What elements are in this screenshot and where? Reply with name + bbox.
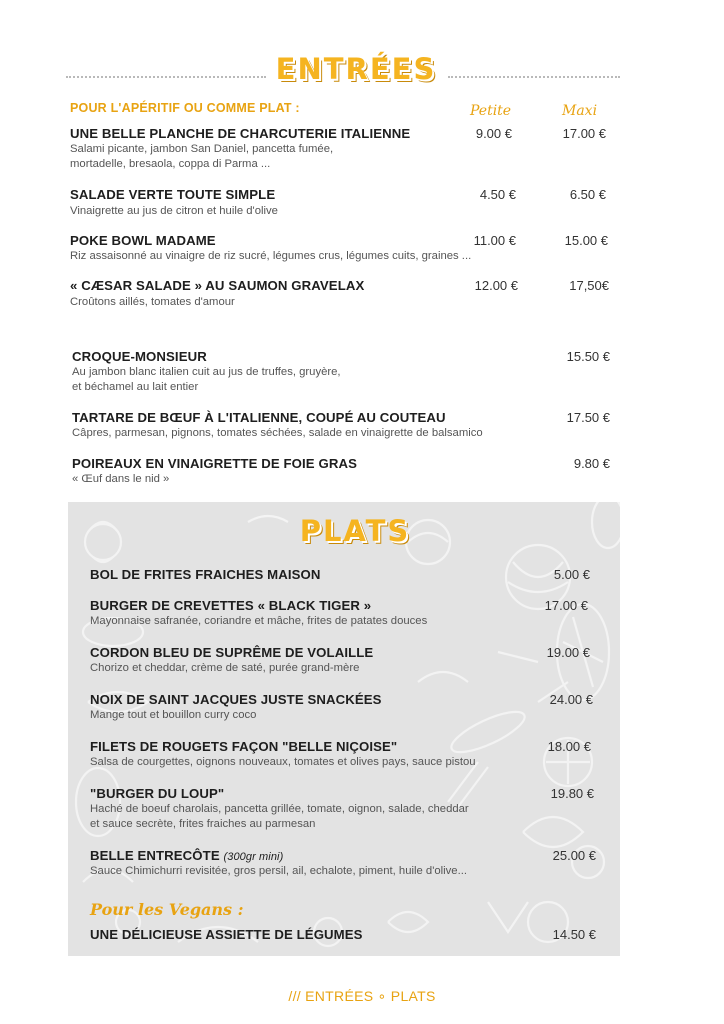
dish-name: UNE DÉLICIEUSE ASSIETTE DE LÉGUMES xyxy=(90,927,363,942)
dish-name-note: (300gr mini) xyxy=(223,851,284,863)
dish-description: Vinaigrette au jus de citron et huile d'olive xyxy=(70,205,278,217)
dish-name: POIREAUX EN VINAIGRETTE DE FOIE GRAS xyxy=(72,456,357,471)
price-petite: 12.00 € xyxy=(474,278,518,293)
price: 18.00 € xyxy=(547,739,591,754)
price-petite: 9.00 € xyxy=(475,126,512,141)
price: 17.00 € xyxy=(544,598,588,613)
dish-name: NOIX DE SAINT JACQUES JUSTE SNACKÉES xyxy=(90,692,382,707)
dish-description: Mange tout et bouillon curry coco xyxy=(90,709,257,721)
dish-name: « CÆSAR SALADE » AU SAUMON GRAVELAX xyxy=(70,278,365,293)
dish-description: et sauce secrète, frites fraiches au parmesan xyxy=(90,818,316,830)
dish-name: CROQUE-MONSIEUR xyxy=(72,349,207,364)
dish-description: mortadelle, bresaola, coppa di Parma ... xyxy=(70,158,271,170)
price: 24.00 € xyxy=(549,692,593,707)
dish-description: et béchamel au lait entier xyxy=(72,381,199,393)
price: 15.50 € xyxy=(566,349,610,364)
dish-description: Salami picante, jambon San Daniel, pancetta fumée, xyxy=(70,143,334,155)
dish-description: Haché de boeuf charolais, pancetta grillée, tomate, oignon, salade, cheddar xyxy=(90,803,469,815)
price-maxi: 17,50€ xyxy=(569,278,609,293)
entrees-title-row xyxy=(0,52,724,96)
footer-section-nav: /// ENTRÉES ∘ PLATS xyxy=(288,988,436,1004)
dish-name: BURGER DE CREVETTES « BLACK TIGER » xyxy=(90,598,372,613)
price-petite: 4.50 € xyxy=(479,187,516,202)
price: 25.00 € xyxy=(552,848,596,863)
column-petite-label: Petite xyxy=(470,103,512,119)
dish-name: TARTARE DE BŒUF À L'ITALIENNE, COUPÉ AU COUTEAU xyxy=(72,410,446,425)
dish-name: SALADE VERTE TOUTE SIMPLE xyxy=(70,187,276,202)
dish-name: FILETS DE ROUGETS FAÇON "BELLE NIÇOISE" xyxy=(90,739,398,754)
dish-name xyxy=(90,848,283,863)
entrees-subtitle: POUR L'APÉRITIF OU COMME PLAT : xyxy=(70,101,300,115)
dish-description: Salsa de courgettes, oignons nouveaux, tomates et olives pays, sauce pistou xyxy=(90,756,476,768)
price-petite: 11.00 € xyxy=(473,233,516,248)
price: 19.80 € xyxy=(550,786,594,801)
dish-name: POKE BOWL MADAME xyxy=(70,233,216,248)
dish-name-text: BELLE ENTRECÔTE xyxy=(90,848,220,863)
dish-description: Chorizo et cheddar, crème de saté, purée grand-mère xyxy=(90,662,360,674)
price-maxi: 15.00 € xyxy=(564,233,608,248)
entrees-title: ENTRÉES xyxy=(275,52,437,86)
price: 14.50 € xyxy=(552,927,596,942)
price: 9.80 € xyxy=(573,456,610,471)
price-maxi: 17.00 € xyxy=(562,126,606,141)
dish-name: "BURGER DU LOUP" xyxy=(90,786,225,801)
plats-title: PLATS xyxy=(299,514,411,548)
title-divider-right xyxy=(448,76,620,78)
dish-description: Croûtons aillés, tomates d'amour xyxy=(70,296,235,308)
dish-description: Sauce Chimichurri revisitée, gros persil, ail, echalote, piment, huile d'olive... xyxy=(90,865,468,877)
price: 17.50 € xyxy=(566,410,610,425)
dish-description: « Œuf dans le nid » xyxy=(72,473,170,485)
vegan-heading: Pour les Vegans : xyxy=(90,900,244,919)
price: 5.00 € xyxy=(553,567,590,582)
dish-name: UNE BELLE PLANCHE DE CHARCUTERIE ITALIENNE xyxy=(70,126,411,141)
title-divider-left xyxy=(66,76,266,78)
price: 19.00 € xyxy=(546,645,590,660)
dish-description: Câpres, parmesan, pignons, tomates séchées, salade en vinaigrette de balsamico xyxy=(72,427,483,439)
price-maxi: 6.50 € xyxy=(569,187,606,202)
column-maxi-label: Maxi xyxy=(562,103,598,119)
dish-description: Au jambon blanc italien cuit au jus de truffes, gruyère, xyxy=(72,366,341,378)
dish-description: Riz assaisonné au vinaigre de riz sucré, légumes crus, légumes cuits, graines ... xyxy=(70,250,472,262)
dish-name: CORDON BLEU DE SUPRÊME DE VOLAILLE xyxy=(90,645,374,660)
dish-name: BOL DE FRITES FRAICHES MAISON xyxy=(90,567,321,582)
dish-description: Mayonnaise safranée, coriandre et mâche, frites de patates douces xyxy=(90,615,428,627)
